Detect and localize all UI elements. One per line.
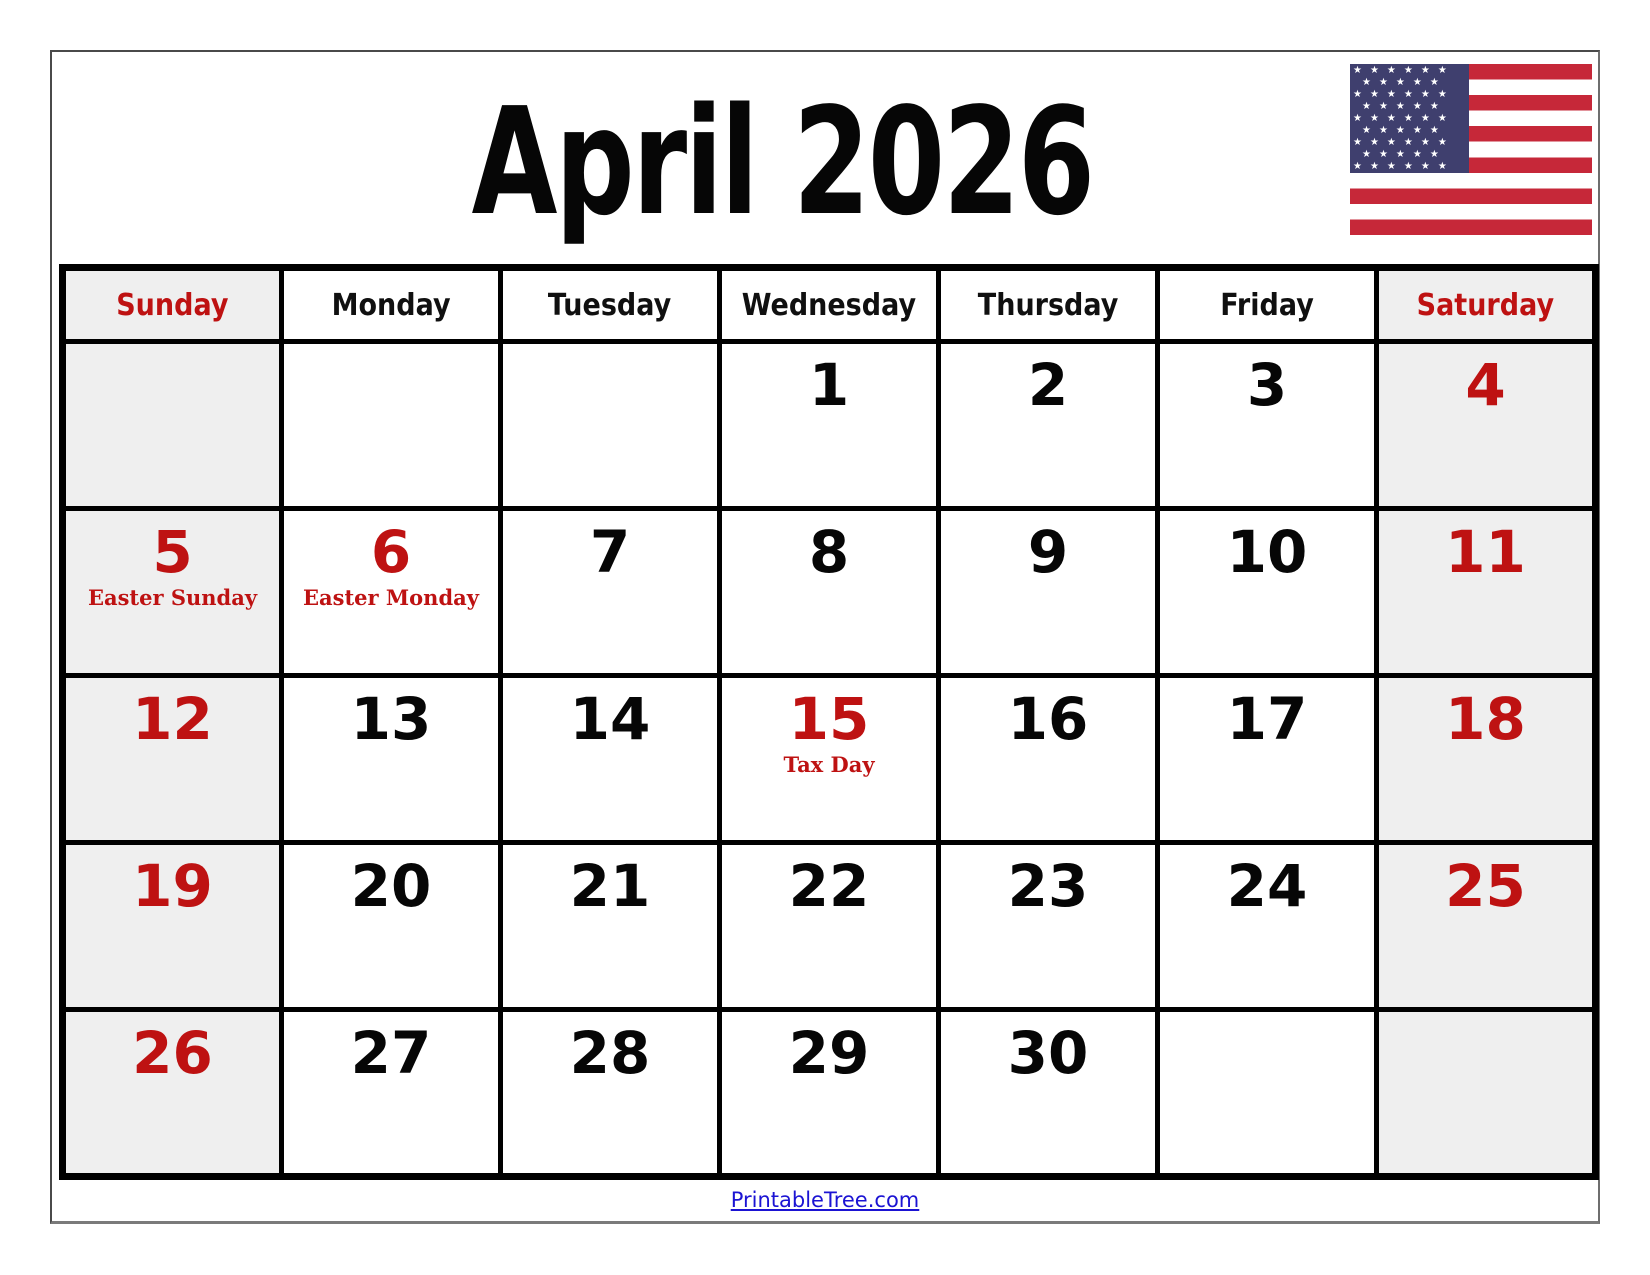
day-cell	[720, 843, 939, 1010]
holiday-label: Tax Day	[783, 752, 875, 777]
day-cell	[939, 843, 1158, 1010]
date-number: 22	[788, 852, 870, 920]
day-cell	[1158, 509, 1377, 676]
holiday-label: Easter Sunday	[87, 585, 258, 610]
date-number: 19	[132, 852, 213, 920]
week-row	[63, 676, 1596, 843]
day-cell	[63, 342, 282, 509]
day-cell	[720, 676, 939, 843]
date-number: 11	[1445, 518, 1526, 586]
date-number: 9	[1027, 518, 1069, 586]
date-number: 20	[350, 852, 432, 920]
day-cell	[282, 342, 501, 509]
flag-star-row: ★★★★★	[1362, 101, 1447, 112]
week-row	[63, 843, 1596, 1010]
printabletree-link[interactable]: PrintableTree.com	[730, 1188, 920, 1212]
day-cell	[939, 676, 1158, 843]
week-row	[63, 509, 1596, 676]
week-row	[63, 1010, 1596, 1177]
date-number: 12	[132, 685, 213, 753]
date-number: 6	[370, 518, 412, 586]
day-cell	[63, 509, 282, 676]
flag-star-row: ★★★★★	[1362, 149, 1447, 160]
date-number: 14	[569, 685, 651, 753]
date-number: 5	[152, 518, 193, 586]
week-row	[63, 342, 1596, 509]
flag-star-row: ★★★★★	[1362, 125, 1447, 136]
day-cell	[1377, 509, 1596, 676]
day-cell	[720, 1010, 939, 1177]
flag-star-row: ★★★★★	[1362, 77, 1447, 88]
day-cell	[63, 843, 282, 1010]
footer	[52, 1188, 1598, 1212]
weekday-header-friday: Friday	[1158, 268, 1377, 342]
date-number: 3	[1246, 351, 1288, 419]
day-cell	[501, 509, 720, 676]
flag-star-row: ★★★★★★	[1353, 137, 1455, 148]
date-number: 17	[1226, 685, 1308, 753]
date-number: 21	[569, 852, 651, 920]
day-cell	[282, 843, 501, 1010]
weekday-header-wednesday: Wednesday	[720, 268, 939, 342]
weekday-header-thursday: Thursday	[939, 268, 1158, 342]
day-cell	[63, 1010, 282, 1177]
day-cell	[501, 342, 720, 509]
day-cell	[282, 509, 501, 676]
date-number: 1	[808, 351, 850, 419]
flag-star-row: ★★★★★★	[1353, 65, 1455, 76]
day-cell	[1158, 843, 1377, 1010]
page-title	[32, 76, 1532, 248]
day-cell	[939, 509, 1158, 676]
day-cell	[939, 342, 1158, 509]
day-cell	[501, 1010, 720, 1177]
day-cell	[501, 676, 720, 843]
date-number: 4	[1465, 351, 1506, 419]
weekday-header-row	[63, 268, 1596, 342]
date-number: 13	[350, 685, 432, 753]
date-number: 16	[1007, 685, 1089, 753]
day-cell	[1158, 1010, 1377, 1177]
calendar-page	[50, 50, 1600, 1224]
day-cell	[282, 676, 501, 843]
day-cell	[720, 342, 939, 509]
weekday-header-tuesday: Tuesday	[501, 268, 720, 342]
day-cell	[1377, 676, 1596, 843]
us-flag-canton	[1350, 64, 1469, 173]
day-cell	[939, 1010, 1158, 1177]
flag-star-row: ★★★★★★	[1353, 89, 1455, 100]
date-number: 8	[808, 518, 850, 586]
date-number: 10	[1226, 518, 1308, 586]
day-cell	[1377, 1010, 1596, 1177]
date-number: 28	[569, 1019, 651, 1087]
weekday-header-sunday: Sunday	[63, 268, 282, 342]
holiday-label: Easter Monday	[303, 585, 479, 610]
flag-star-row: ★★★★★★	[1353, 113, 1455, 124]
day-cell	[501, 843, 720, 1010]
weekday-header-monday: Monday	[282, 268, 501, 342]
day-cell	[282, 1010, 501, 1177]
date-number: 23	[1007, 852, 1089, 920]
calendar-grid	[59, 264, 1599, 1180]
day-cell	[1158, 342, 1377, 509]
day-cell	[1158, 676, 1377, 843]
date-number: 26	[132, 1019, 213, 1087]
month-year-title: April 2026	[471, 76, 1093, 248]
day-cell	[1377, 843, 1596, 1010]
date-number: 25	[1445, 852, 1526, 920]
date-number: 15	[788, 685, 870, 753]
day-cell	[63, 676, 282, 843]
day-cell	[720, 509, 939, 676]
day-cell	[1377, 342, 1596, 509]
date-number: 24	[1226, 852, 1308, 920]
us-flag-icon	[1350, 64, 1592, 235]
date-number: 29	[788, 1019, 870, 1087]
date-number: 7	[589, 518, 631, 586]
date-number: 30	[1007, 1019, 1089, 1087]
weekday-header-saturday: Saturday	[1377, 268, 1596, 342]
flag-star-row: ★★★★★★	[1353, 161, 1455, 172]
date-number: 2	[1027, 351, 1069, 419]
date-number: 27	[350, 1019, 432, 1087]
date-number: 18	[1445, 685, 1526, 753]
